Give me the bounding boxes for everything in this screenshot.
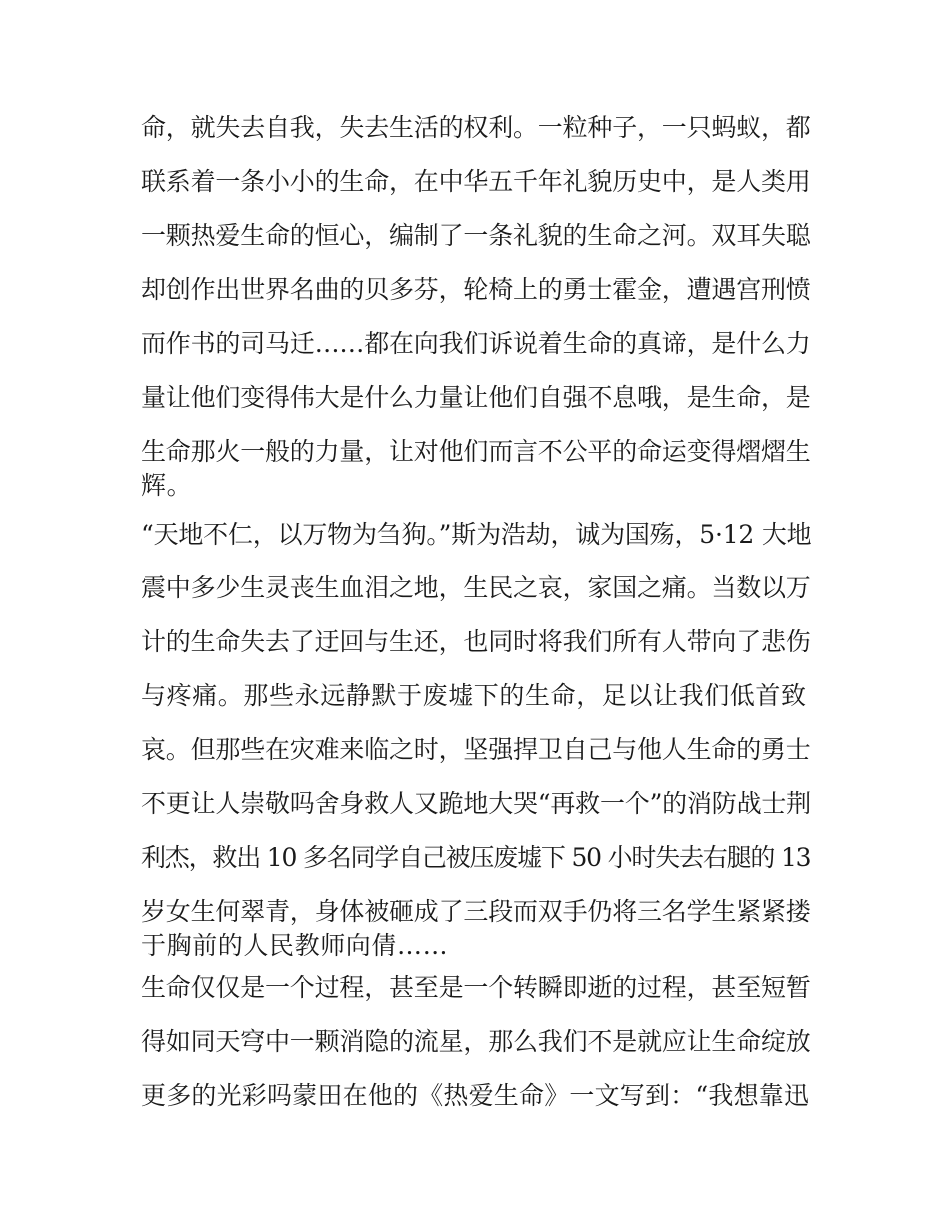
text-line: 命，就失去自我，失去生活的权利。一粒种子，一只蚂蚁，都 — [141, 113, 811, 142]
text-line: 震中多少生灵丧生血泪之地，生民之哀，家国之痛。当数以万 — [141, 573, 811, 602]
text-line: “天地不仁，以万物为刍狗。”斯为浩劫，诚为国殇，5·12 大地 — [141, 520, 812, 549]
text-line: 岁女生何翠青，身体被砸成了三段而双手仍将三名学生紧紧搂 — [141, 897, 811, 926]
text-line: 得如同天穹中一颗消隐的流星，那么我们不是就应让生命绽放 — [141, 1027, 811, 1056]
text-line: 于胸前的人民教师向倩…… — [141, 931, 449, 960]
text-line: 联系着一条小小的生命，在中华五千年礼貌历史中，是人类用 — [141, 167, 811, 196]
text-line: 量让他们变得伟大是什么力量让他们自强不息哦，是生命，是 — [141, 383, 811, 412]
text-line: 计的生命失去了迂回与生还，也同时将我们所有人带向了悲伤 — [141, 627, 811, 656]
text-line: 生命那火一般的力量，让对他们而言不公平的命运变得熠熠生 — [141, 437, 811, 466]
text-line: 辉。 — [141, 471, 193, 500]
text-line: 一颗热爱生命的恒心，编制了一条礼貌的生命之河。双耳失聪 — [141, 221, 811, 250]
text-line: 利杰，救出 10 多名同学自己被压废墟下 50 小时失去右腿的 13 — [141, 843, 811, 872]
text-line: 却创作出世界名曲的贝多芬，轮椅上的勇士霍金，遭遇宫刑愤 — [141, 275, 811, 304]
text-line: 哀。但那些在灾难来临之时，坚强捍卫自己与他人生命的勇士 — [141, 735, 811, 764]
text-line: 与疼痛。那些永远静默于废墟下的生命，足以让我们低首致 — [141, 681, 807, 710]
text-line: 生命仅仅是一个过程，甚至是一个转瞬即逝的过程，甚至短暂 — [141, 973, 811, 1002]
text-line: 更多的光彩吗蒙田在他的《热爱生命》一文写到：“我想靠迅 — [141, 1081, 810, 1110]
text-line: 不更让人崇敬吗舍身救人又跪地大哭“再救一个”的消防战士荆 — [141, 789, 811, 818]
text-line: 而作书的司马迁……都在向我们诉说着生命的真谛，是什么力 — [141, 329, 811, 358]
